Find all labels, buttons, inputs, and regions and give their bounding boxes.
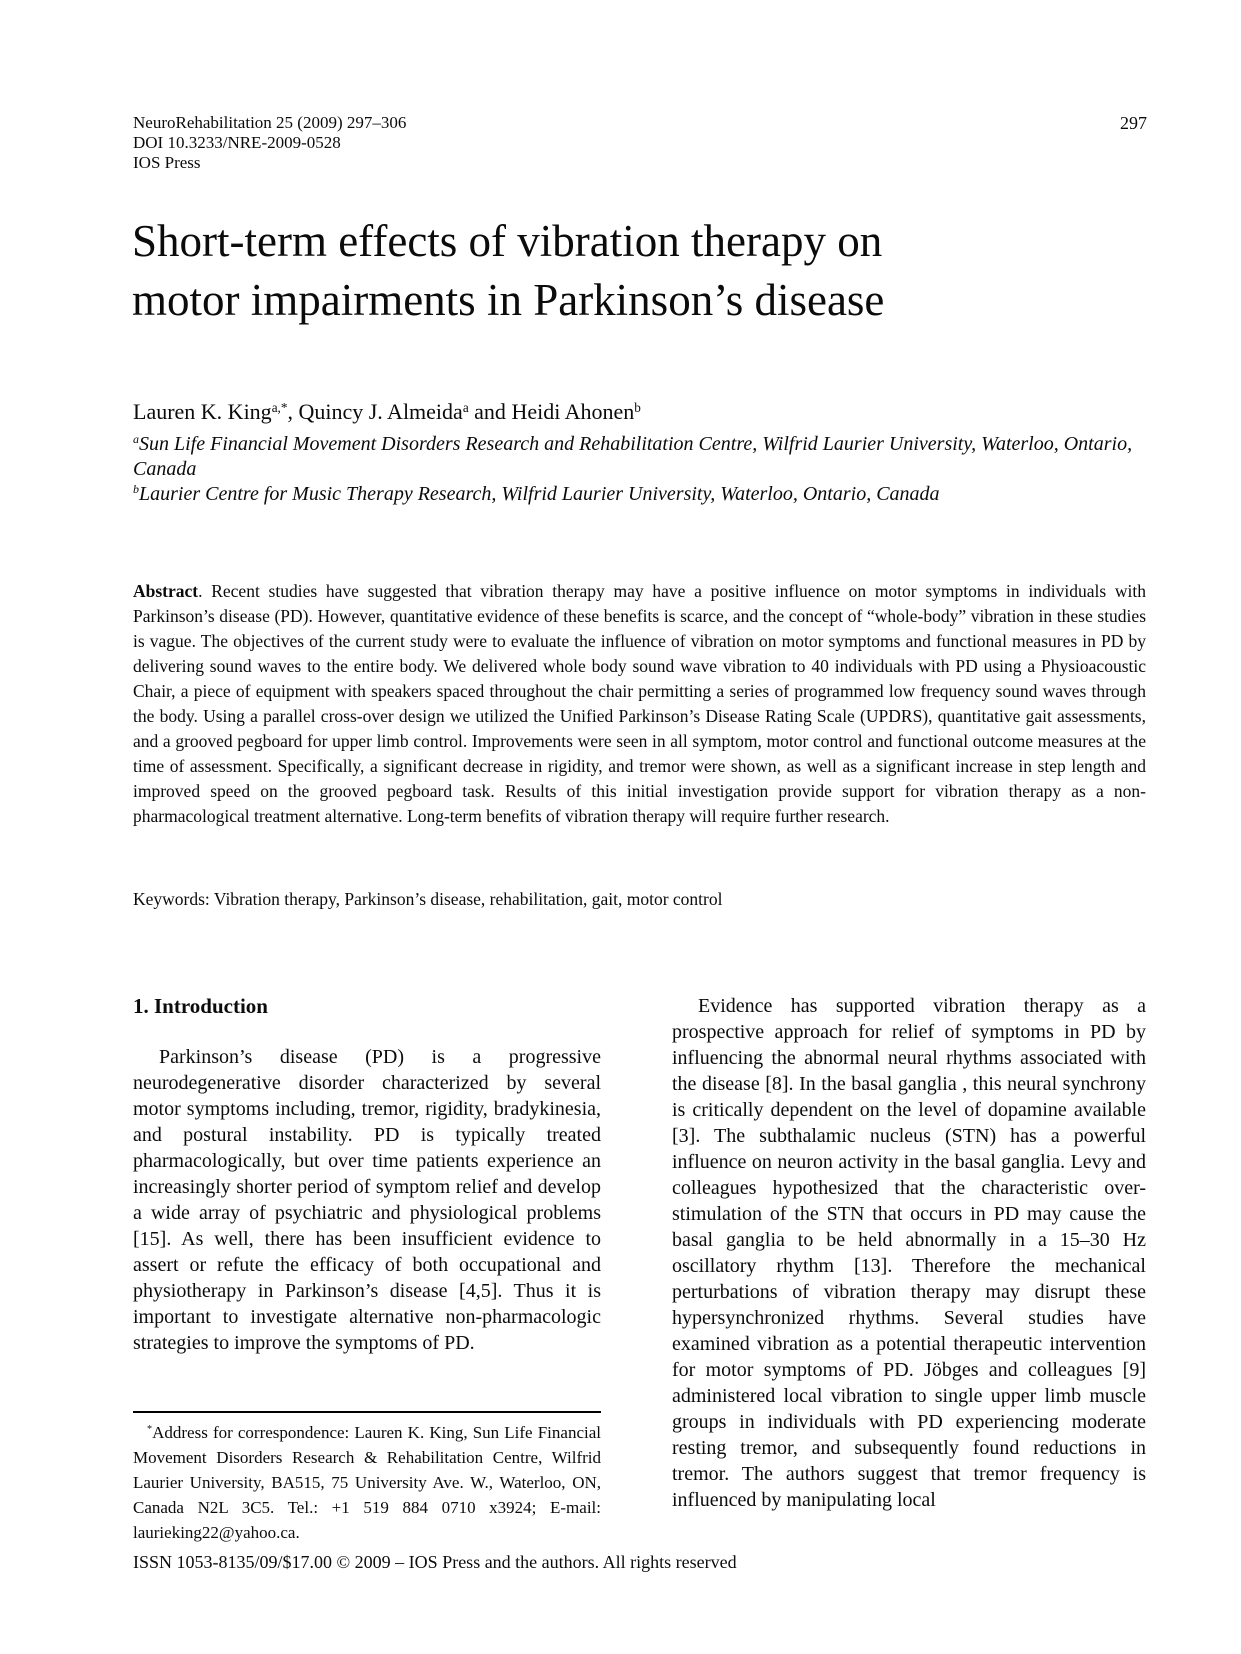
left-column xyxy=(133,993,601,1546)
introduction-paragraph: Parkinson’s disease (PD) is a progressive neurodegenerative disorder characterized by several motor symptoms including, tremor, rigidity, bradykinesia, and postural instability. PD is typically treated pharmacologically, but over time patients experience an increasingly shorter period of symptom relief and develop a wide array of psychiatric and physiological problems [15]. As well, there has been insufficient evidence to assert or refute the efficacy of both occupational and physiotherapy in Parkinson’s disease [4,5]. Thus it is important to investigate alternative non-pharmacologic strategies to improve the symptoms of PD. xyxy=(133,1046,601,1354)
correspondence-footnote xyxy=(133,1411,601,1545)
issn-copyright-footer: ISSN 1053-8135/09/$17.00 © 2009 – IOS Press and the authors. All rights reserved xyxy=(133,1552,737,1572)
doi-line: DOI 10.3233/NRE-2009-0528 xyxy=(133,133,341,152)
author-affiliation-marker-1: a,* xyxy=(271,399,288,415)
publisher-line: IOS Press xyxy=(133,153,201,172)
page-number: 297 xyxy=(1120,113,1147,133)
affiliation-b-text: Laurier Centre for Music Therapy Research, Wilfrid Laurier University, Waterloo, Ontario, Canada xyxy=(139,483,940,505)
affiliation-a xyxy=(133,432,1148,482)
keywords-label: Keywords: xyxy=(133,889,214,909)
right-column xyxy=(672,993,1146,1546)
author-name-3: Heidi Ahonen xyxy=(511,399,635,424)
abstract-label: Abstract xyxy=(133,581,199,601)
author-name-2: Quincy J. Almeida xyxy=(298,399,463,424)
affiliation-a-text: Sun Life Financial Movement Disorders Research and Rehabilitation Centre, Wilfrid Laurier University, Waterloo, Ontario, Canada xyxy=(133,433,1133,480)
keywords-text: Vibration therapy, Parkinson’s disease, rehabilitation, gait, motor control xyxy=(213,889,723,909)
abstract-text: . Recent studies have suggested that vibration therapy may have a positive influence on motor symptoms in individuals with Parkinson’s disease (PD). However, quantitative evidence of these benefits is scarce, and the concept of “whole-body” vibration in these studies is vague. The objectives of the current study were to evaluate the influence of vibration on motor symptoms and functional measures in PD by delivering sound waves to the entire body. We delivered whole body sound wave vibration to 40 individuals with PD using a Physioacoustic Chair, a piece of equipment with speakers spaced throughout the chair permitting a series of programmed low frequency sound waves through the body. Using a parallel cross-over design we utilized the Unified Parkinson’s Disease Rating Scale (UPDRS), quantitative gait assessments, and a grooved pegboard for upper limb control. Improvements were seen in all symptom, motor control and functional outcome measures at the time of assessment. Specifically, a significant decrease in rigidity, and tremor were shown, as well as a significant increase in step length and improved speed on the grooved pegboard task. Results of this initial investigation provide support for vibration therapy as a non-pharmacological treatment alternative. Long-term benefits of vibration therapy will require further research. xyxy=(133,581,1146,826)
affiliation-b xyxy=(133,482,1148,507)
running-head xyxy=(133,113,1147,173)
author-separator-2: and xyxy=(468,399,512,424)
author-affiliation-marker-2: a xyxy=(462,399,469,415)
affiliation-b-marker: b xyxy=(133,482,139,497)
abstract xyxy=(133,579,1146,829)
article-title-line-1: Short-term effects of vibration therapy on xyxy=(132,216,883,266)
author-affiliation-marker-3: b xyxy=(634,399,641,415)
journal-info-block xyxy=(133,113,406,173)
article-title xyxy=(132,212,1147,330)
footnote-body: Address for correspondence: Lauren K. King, Sun Life Financial Movement Disorders Research & Rehabilitation Centre, Wilfrid Laurier University, BA515, 75 University Ave. W., Waterloo, ON, Canada N2L 3C5. Tel.: +1 519 884 0710 x3924; E-mail: laurieking22@yahoo.ca. xyxy=(133,1423,601,1542)
right-column-paragraph: Evidence has supported vibration therapy as a prospective approach for relief of symptoms in PD by influencing the abnormal neural rhythms associated with the disease [8]. In the basal ganglia , this neural synchrony is critically dependent on the level of dopamine available [3]. The subthalamic nucleus (STN) has a powerful influence on neuron activity in the basal ganglia. Levy and colleagues hypothesized that the characteristic over-stimulation of the STN that occurs in PD may cause the basal ganglia to be held abnormally in a 15–30 Hz oscillatory rhythm [13]. Therefore the mechanical perturbations of vibration therapy may disrupt these hypersynchronized rhythms. Several studies have examined vibration as a potential therapeutic intervention for motor symptoms of PD. Jöbges and colleagues [9] administered local vibration to single upper limb muscle groups in individuals with PD experiencing moderate resting tremor, and subsequently found reductions in tremor. The authors suggest that tremor frequency is influenced by manipulating local xyxy=(672,995,1146,1511)
footnote-text xyxy=(133,1420,601,1545)
journal-line: NeuroRehabilitation 25 (2009) 297–306 xyxy=(133,113,407,132)
footnote-marker: * xyxy=(147,1424,153,1436)
affiliation-a-marker: a xyxy=(133,432,139,447)
author-name-1: Lauren K. King xyxy=(133,399,272,424)
article-title-line-2: motor impairments in Parkinson’s disease xyxy=(132,275,885,325)
two-column-body xyxy=(133,993,1146,1546)
affiliations-block xyxy=(133,432,1148,507)
section-heading-introduction: 1. Introduction xyxy=(133,994,268,1018)
authors-line xyxy=(133,398,1148,425)
author-separator-1: , xyxy=(287,399,299,424)
keywords-line xyxy=(133,887,1146,912)
footnote-divider xyxy=(133,1411,601,1413)
